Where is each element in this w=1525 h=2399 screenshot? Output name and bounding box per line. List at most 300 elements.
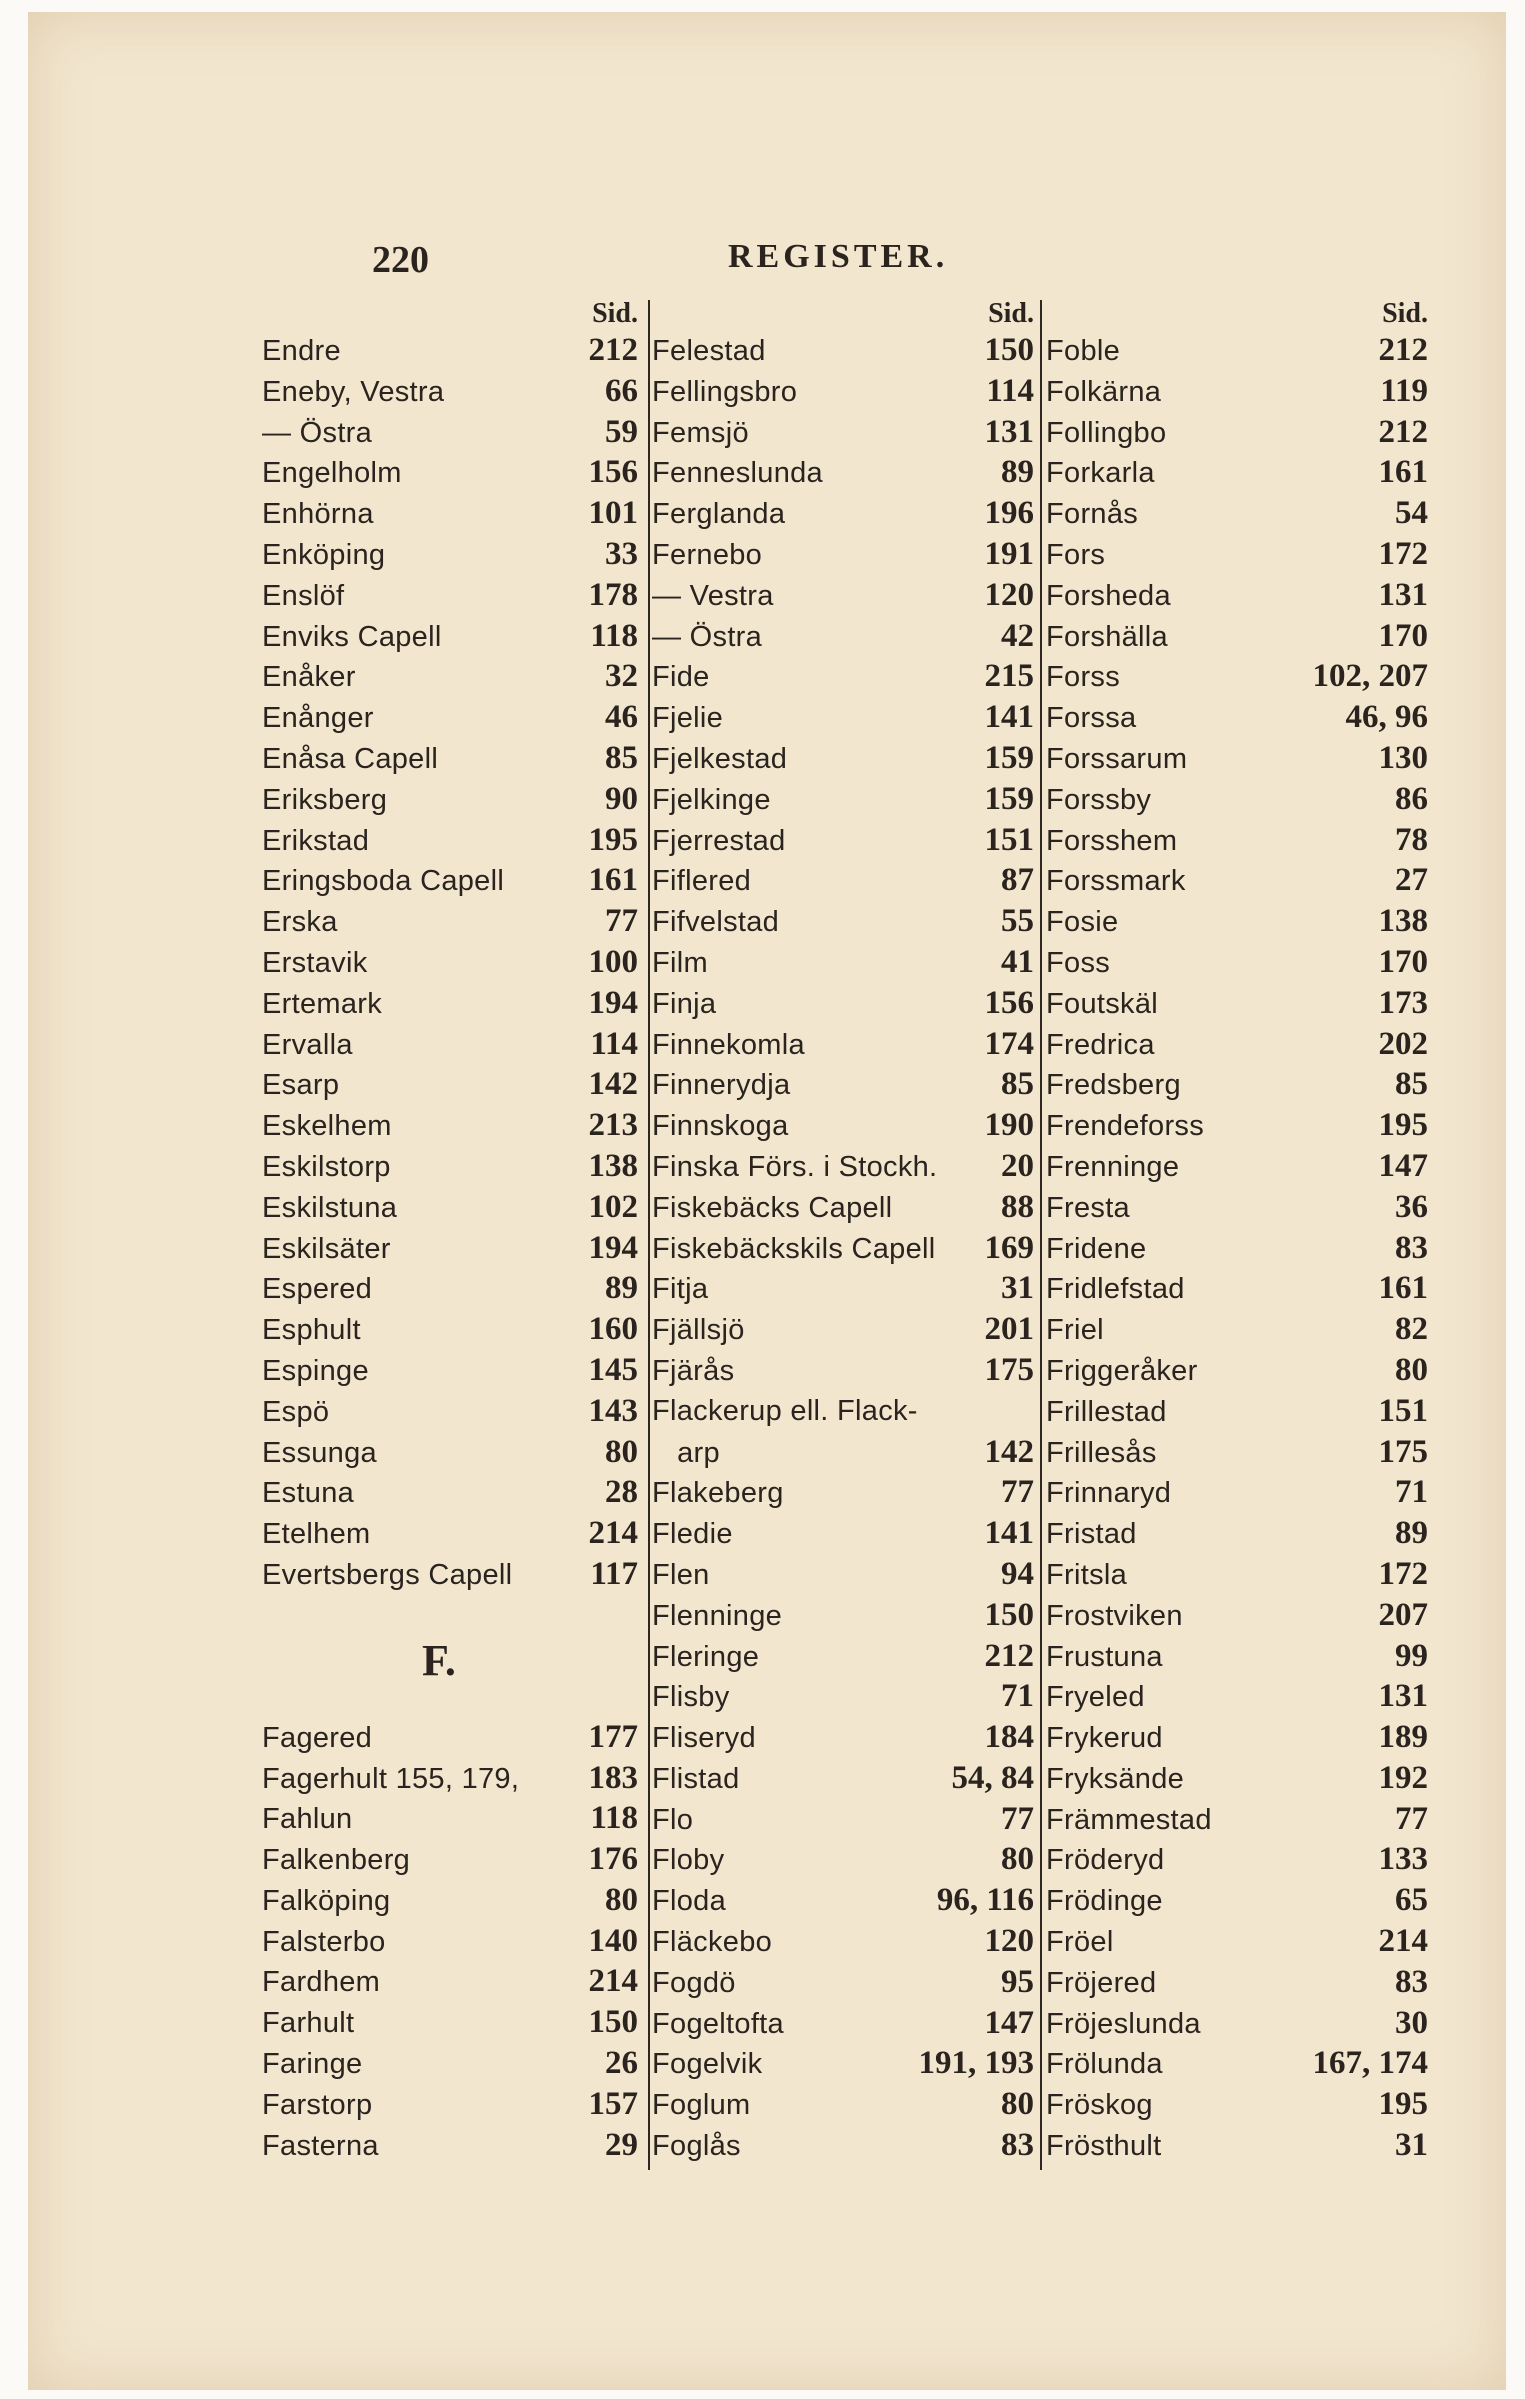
entry-name: Främmestad xyxy=(1046,1803,1212,1836)
entry-page-ref: 31 xyxy=(1001,1270,1034,1307)
entry-name: Fjällsjö xyxy=(652,1314,745,1347)
entry-name: Frustuna xyxy=(1046,1640,1163,1673)
entry-name: Fellingsbro xyxy=(652,375,798,408)
entry-page-ref: 85 xyxy=(1395,1066,1428,1103)
index-entry xyxy=(652,2084,1034,2125)
index-entry xyxy=(1046,697,1428,738)
entry-name: Eskilstorp xyxy=(262,1150,391,1183)
index-entry xyxy=(652,656,1034,697)
entry-page-ref: 85 xyxy=(1001,1066,1034,1103)
entry-name: Endre xyxy=(262,335,341,367)
entry-name: Fledie xyxy=(652,1518,733,1551)
index-entry xyxy=(262,983,638,1024)
index-entry xyxy=(1046,1799,1428,1840)
sid-header: Sid. xyxy=(592,298,638,329)
entry-page-ref: 29 xyxy=(605,2126,638,2163)
entry-page-ref: 80 xyxy=(1001,1841,1034,1878)
entry-name: Fläckebo xyxy=(652,1926,773,1959)
index-entry xyxy=(652,1228,1034,1269)
entry-page-ref: 140 xyxy=(588,1922,638,1959)
entry-page-ref: 94 xyxy=(1001,1555,1034,1592)
entry-page-ref: 157 xyxy=(588,2085,638,2122)
entry-page-ref: 89 xyxy=(1395,1515,1428,1552)
entry-page-ref: 214 xyxy=(1378,1923,1428,1960)
entry-name: Fornås xyxy=(1046,498,1139,531)
entry-page-ref: 66 xyxy=(605,372,638,409)
index-entry xyxy=(1046,1880,1428,1921)
entry-name: Friel xyxy=(1046,1314,1104,1347)
entry-name: Fryksände xyxy=(1046,1762,1185,1795)
entry-name: Fredsberg xyxy=(1046,1069,1181,1102)
entry-page-ref: 156 xyxy=(984,984,1034,1021)
entry-name: Frillestad xyxy=(1046,1395,1167,1428)
index-entry xyxy=(262,1717,638,1758)
index-entry xyxy=(1046,1350,1428,1391)
index-entry xyxy=(652,1636,1034,1677)
entry-page-ref: 212 xyxy=(1378,413,1428,450)
index-entry xyxy=(652,2003,1034,2044)
entry-name: Foglum xyxy=(652,2089,751,2122)
entry-name: Fröel xyxy=(1046,1926,1114,1959)
entry-page-ref: 102, 207 xyxy=(1312,658,1428,695)
index-entry xyxy=(652,1717,1034,1758)
entry-name: Fogelvik xyxy=(652,2048,763,2081)
index-entry xyxy=(1046,2043,1428,2084)
entry-name: Fjelie xyxy=(652,702,724,735)
index-rows xyxy=(652,330,1034,2166)
entry-page-ref: 202 xyxy=(1378,1025,1428,1062)
entry-name: Enhörna xyxy=(262,498,374,531)
entry-name: Espinge xyxy=(262,1354,369,1387)
entry-page-ref: 119 xyxy=(1380,372,1428,409)
entry-name: Fifvelstad xyxy=(652,906,780,939)
index-entry xyxy=(262,1921,638,1962)
entry-page-ref: 27 xyxy=(1395,862,1428,899)
entry-name: Flackerup ell. Flack- xyxy=(652,1394,918,1427)
index-entry xyxy=(652,575,1034,616)
index-entry xyxy=(652,2125,1034,2166)
entry-page-ref: 82 xyxy=(1395,1311,1428,1348)
entry-page-ref: 191, 193 xyxy=(918,2045,1034,2082)
index-rows xyxy=(1046,330,1428,2166)
entry-name: — Östra xyxy=(262,416,373,449)
entry-name: Fernebo xyxy=(652,538,763,571)
entry-page-ref: 71 xyxy=(1395,1474,1428,1511)
sid-header: Sid. xyxy=(1382,298,1428,329)
entry-name: Fristad xyxy=(1046,1518,1137,1551)
entry-page-ref: 213 xyxy=(588,1107,638,1144)
index-entry xyxy=(652,452,1034,493)
index-entry xyxy=(262,1432,638,1473)
entry-page-ref: 28 xyxy=(605,1474,638,1511)
entry-name: Flen xyxy=(652,1558,710,1591)
index-entry xyxy=(652,1839,1034,1880)
entry-name: Ertemark xyxy=(262,987,383,1020)
entry-page-ref: 88 xyxy=(1001,1188,1034,1225)
index-entry xyxy=(262,1064,638,1105)
entry-name: Erstavik xyxy=(262,946,368,979)
entry-name: Fosie xyxy=(1046,906,1119,939)
entry-name: Fröderyd xyxy=(1046,1844,1165,1877)
index-entry xyxy=(262,697,638,738)
index-entry xyxy=(262,534,638,575)
entry-name: Frinnaryd xyxy=(1046,1477,1172,1510)
index-entry xyxy=(652,942,1034,983)
entry-page-ref: 117 xyxy=(590,1555,638,1592)
index-entry xyxy=(1046,738,1428,779)
entry-name: Falsterbo xyxy=(262,1925,386,1958)
index-entry xyxy=(262,1554,638,1595)
entry-name: Forshälla xyxy=(1046,620,1168,653)
entry-name: Flisby xyxy=(652,1681,730,1714)
entry-page-ref: 83 xyxy=(1001,2127,1034,2164)
entry-page-ref: 195 xyxy=(1378,2086,1428,2123)
index-entry xyxy=(1046,2084,1428,2125)
entry-page-ref: 80 xyxy=(605,1433,638,1470)
entry-page-ref: 150 xyxy=(588,2004,638,2041)
index-entry xyxy=(1046,493,1428,534)
entry-name: Fiskebäcks Capell xyxy=(652,1191,893,1224)
entry-page-ref: 46 xyxy=(605,699,638,736)
entry-page-ref: 32 xyxy=(605,658,638,695)
entry-page-ref: 159 xyxy=(984,739,1034,776)
index-entry xyxy=(1046,1472,1428,1513)
entry-name: Flenninge xyxy=(652,1599,783,1632)
entry-page-ref: 33 xyxy=(605,535,638,572)
entry-page-ref: 26 xyxy=(605,2045,638,2082)
index-entry xyxy=(652,1268,1034,1309)
index-entry xyxy=(262,1187,638,1228)
entry-name: Fryeled xyxy=(1046,1681,1145,1714)
index-entry xyxy=(652,1146,1034,1187)
entry-name: Fahlun xyxy=(262,1803,353,1836)
entry-page-ref: 142 xyxy=(984,1433,1034,1470)
index-column-3 xyxy=(1046,298,1428,2166)
entry-page-ref: 95 xyxy=(1001,1963,1034,2000)
index-entry xyxy=(1046,371,1428,412)
index-entry xyxy=(1046,1268,1428,1309)
index-entry xyxy=(262,575,638,616)
entry-page-ref: 90 xyxy=(605,780,638,817)
entry-name: Enåsa Capell xyxy=(262,742,439,775)
index-entry xyxy=(652,1595,1034,1636)
entry-name: Farhult xyxy=(262,2007,355,2040)
entry-name: Eskilsäter xyxy=(262,1232,391,1265)
index-entry xyxy=(1046,1717,1428,1758)
entry-page-ref: 196 xyxy=(984,495,1034,532)
entry-page-ref: 80 xyxy=(1001,2086,1034,2123)
index-entry xyxy=(652,1676,1034,1717)
entry-name: Fjelkinge xyxy=(652,783,771,816)
entry-name: — Östra xyxy=(652,620,763,653)
index-entry xyxy=(1046,1554,1428,1595)
entry-name: Foglås xyxy=(652,2130,741,2163)
entry-name: Finnekomla xyxy=(652,1028,805,1061)
entry-page-ref: 178 xyxy=(588,576,638,613)
index-entry xyxy=(262,616,638,657)
index-entry xyxy=(262,1839,638,1880)
entry-page-ref: 214 xyxy=(588,1515,638,1552)
index-entry xyxy=(652,738,1034,779)
index-entry xyxy=(652,1064,1034,1105)
index-entry xyxy=(1046,1024,1428,1065)
entry-name: Estuna xyxy=(262,1477,355,1510)
entry-name: Fide xyxy=(652,661,710,694)
index-entry xyxy=(1046,534,1428,575)
entry-name: Fröskog xyxy=(1046,2089,1153,2122)
index-entry xyxy=(652,983,1034,1024)
entry-name: Fiflered xyxy=(652,865,752,898)
entry-name: Eringsboda Capell xyxy=(262,865,505,898)
index-entry xyxy=(262,1513,638,1554)
index-entry xyxy=(262,738,638,779)
entry-page-ref: 175 xyxy=(1378,1433,1428,1470)
entry-page-ref: 201 xyxy=(984,1311,1034,1348)
entry-page-ref: 85 xyxy=(605,739,638,776)
entry-name: Ferglanda xyxy=(652,498,786,531)
index-entry xyxy=(262,412,638,453)
entry-page-ref: 71 xyxy=(1001,1678,1034,1715)
index-entry xyxy=(1046,2125,1428,2166)
entry-page-ref: 159 xyxy=(984,780,1034,817)
index-entry xyxy=(1046,2003,1428,2044)
entry-page-ref: 77 xyxy=(605,903,638,940)
entry-page-ref: 87 xyxy=(1001,862,1034,899)
entry-page-ref: 192 xyxy=(1378,1759,1428,1796)
index-entry xyxy=(262,942,638,983)
entry-name: Eskelhem xyxy=(262,1110,392,1143)
entry-page-ref: 80 xyxy=(1395,1351,1428,1388)
index-entry xyxy=(1046,330,1428,371)
entry-name: Fliseryd xyxy=(652,1722,756,1755)
entry-page-ref: 156 xyxy=(588,454,638,491)
entry-name: Fogeltofta xyxy=(652,2007,784,2040)
entry-name: Fridene xyxy=(1046,1232,1147,1265)
index-entry xyxy=(1046,942,1428,983)
section-heading xyxy=(262,1595,638,1717)
index-entry xyxy=(262,1391,638,1432)
entry-name: Femsjö xyxy=(652,416,749,449)
entry-page-ref: 147 xyxy=(1378,1147,1428,1184)
index-entry xyxy=(652,1921,1034,1962)
entry-page-ref: 101 xyxy=(588,495,638,532)
entry-page-ref: 161 xyxy=(588,862,638,899)
entry-name: Flistad xyxy=(652,1762,740,1795)
entry-name: Fagered xyxy=(262,1721,373,1754)
entry-name: Forsheda xyxy=(1046,579,1171,612)
index-entry xyxy=(652,1187,1034,1228)
entry-page-ref: 65 xyxy=(1395,1882,1428,1919)
entry-page-ref: 214 xyxy=(588,1963,638,2000)
entry-name: Finja xyxy=(652,987,717,1020)
entry-name: Eneby, Vestra xyxy=(262,375,445,408)
index-entry xyxy=(262,371,638,412)
index-entry xyxy=(1046,1146,1428,1187)
index-entry xyxy=(1046,779,1428,820)
entry-page-ref: 78 xyxy=(1395,821,1428,858)
entry-page-ref: 172 xyxy=(1378,535,1428,572)
entry-name: Enviks Capell xyxy=(262,620,442,653)
entry-name: Enköping xyxy=(262,538,386,571)
entry-page-ref: 207 xyxy=(1378,1596,1428,1633)
entry-name: Frödinge xyxy=(1046,1885,1163,1918)
index-entry xyxy=(652,493,1034,534)
entry-page-ref: 77 xyxy=(1001,1474,1034,1511)
entry-name: Forss xyxy=(1046,661,1120,694)
entry-page-ref: 42 xyxy=(1001,617,1034,654)
entry-page-ref: 31 xyxy=(1395,2127,1428,2164)
index-entry xyxy=(262,1268,638,1309)
entry-page-ref: 120 xyxy=(984,1923,1034,1960)
entry-page-ref: 120 xyxy=(984,576,1034,613)
entry-name: Fasterna xyxy=(262,2129,379,2162)
index-entry xyxy=(1046,575,1428,616)
index-entry xyxy=(262,1309,638,1350)
index-entry xyxy=(1046,820,1428,861)
entry-page-ref: 138 xyxy=(1378,903,1428,940)
entry-name: Frölunda xyxy=(1046,2048,1163,2081)
index-entry xyxy=(262,1024,638,1065)
entry-name: Finnerydja xyxy=(652,1069,791,1102)
entry-page-ref: 118 xyxy=(590,1800,638,1837)
entry-page-ref: 195 xyxy=(1378,1107,1428,1144)
entry-page-ref: 167, 174 xyxy=(1312,2045,1428,2082)
entry-page-ref: 194 xyxy=(588,1229,638,1266)
index-entry xyxy=(652,697,1034,738)
index-entry xyxy=(1046,616,1428,657)
index-entry xyxy=(1046,1921,1428,1962)
entry-name: Ervalla xyxy=(262,1028,353,1061)
entry-name: Forssarum xyxy=(1046,742,1188,775)
entry-page-ref: 212 xyxy=(984,1637,1034,1674)
index-entry xyxy=(652,1309,1034,1350)
index-entry xyxy=(262,2084,638,2125)
entry-name: Follingbo xyxy=(1046,416,1167,449)
entry-page-ref: 215 xyxy=(984,658,1034,695)
entry-page-ref: 161 xyxy=(1378,1270,1428,1307)
entry-page-ref: 102 xyxy=(588,1188,638,1225)
entry-name: Fredrica xyxy=(1046,1028,1155,1061)
entry-name: Eriksberg xyxy=(262,783,388,816)
index-entry xyxy=(652,1024,1034,1065)
entry-name: Forkarla xyxy=(1046,457,1155,490)
entry-name: Film xyxy=(652,946,708,979)
entry-page-ref: 83 xyxy=(1395,1229,1428,1266)
index-column-2 xyxy=(652,298,1034,2166)
index-entry xyxy=(262,820,638,861)
index-entry xyxy=(262,1228,638,1269)
index-entry xyxy=(1046,1064,1428,1105)
entry-page-ref: 141 xyxy=(984,1515,1034,1552)
index-entry xyxy=(1046,1391,1428,1432)
entry-name: Enslöf xyxy=(262,579,345,612)
entry-name: Frenninge xyxy=(1046,1150,1180,1183)
entry-name: Fritsla xyxy=(1046,1558,1128,1591)
running-head: REGISTER. xyxy=(728,238,949,275)
entry-name: Espö xyxy=(262,1395,330,1428)
index-entry xyxy=(262,493,638,534)
index-entry xyxy=(652,860,1034,901)
index-entry xyxy=(262,860,638,901)
entry-page-ref: 184 xyxy=(984,1719,1034,1756)
entry-page-ref: 191 xyxy=(984,535,1034,572)
entry-page-ref: 142 xyxy=(588,1066,638,1103)
entry-page-ref: 114 xyxy=(986,372,1034,409)
entry-page-ref: 194 xyxy=(588,984,638,1021)
entry-name: Enåker xyxy=(262,661,356,694)
entry-name: Foss xyxy=(1046,946,1111,979)
index-entry xyxy=(652,2043,1034,2084)
index-entry xyxy=(1046,1187,1428,1228)
index-entry xyxy=(652,1962,1034,2003)
entry-page-ref: 174 xyxy=(984,1025,1034,1062)
entry-page-ref: 46, 96 xyxy=(1345,699,1428,736)
entry-name: Frösthult xyxy=(1046,2130,1162,2163)
column-divider xyxy=(648,300,650,2170)
entry-page-ref: 175 xyxy=(984,1351,1034,1388)
entry-name: arp xyxy=(652,1436,720,1469)
entry-page-ref: 172 xyxy=(1378,1555,1428,1592)
entry-name: Finska Förs. i Stockh. xyxy=(652,1150,938,1183)
index-entry xyxy=(262,2002,638,2043)
entry-name: Farstorp xyxy=(262,2088,373,2121)
entry-name: Fogdö xyxy=(652,1966,736,1999)
entry-page-ref: 195 xyxy=(588,821,638,858)
entry-page-ref: 114 xyxy=(590,1025,638,1062)
entry-name: Foutskäl xyxy=(1046,987,1158,1020)
entry-page-ref: 131 xyxy=(1378,1678,1428,1715)
index-entry xyxy=(1046,860,1428,901)
index-entry xyxy=(1046,1432,1428,1473)
entry-name: Forssby xyxy=(1046,783,1152,816)
index-entry xyxy=(652,412,1034,453)
index-rows xyxy=(262,330,638,1595)
index-entry xyxy=(262,2043,638,2084)
entry-name: Foble xyxy=(1046,335,1121,367)
index-entry xyxy=(652,330,1034,371)
entry-page-ref: 96, 116 xyxy=(936,1882,1034,1919)
index-entry xyxy=(262,1105,638,1146)
entry-page-ref: 147 xyxy=(984,2004,1034,2041)
entry-name: Finnskoga xyxy=(652,1110,789,1143)
index-entry xyxy=(1046,1513,1428,1554)
entry-name: Forssmark xyxy=(1046,865,1186,898)
index-entry xyxy=(1046,1676,1428,1717)
section-letter: F. xyxy=(422,1635,456,1685)
entry-page-ref: 118 xyxy=(590,617,638,654)
entry-name: Evertsbergs Capell xyxy=(262,1558,513,1591)
entry-name: Felestad xyxy=(652,335,766,367)
index-entry xyxy=(262,1472,638,1513)
index-entry xyxy=(652,820,1034,861)
entry-name: Esarp xyxy=(262,1069,340,1102)
entry-name: Fors xyxy=(1046,538,1106,571)
entry-page-ref: 36 xyxy=(1395,1188,1428,1225)
column-divider xyxy=(1040,300,1042,2170)
entry-name: Forssa xyxy=(1046,702,1137,735)
entry-name: Espered xyxy=(262,1273,373,1306)
entry-page-ref: 54, 84 xyxy=(951,1759,1034,1796)
index-entry xyxy=(262,901,638,942)
entry-name: Faringe xyxy=(262,2048,363,2081)
entry-name: Essunga xyxy=(262,1436,377,1469)
entry-name: Friggeråker xyxy=(1046,1354,1198,1387)
index-entry xyxy=(652,1880,1034,1921)
entry-page-ref: 150 xyxy=(984,332,1034,368)
entry-name: Frykerud xyxy=(1046,1722,1163,1755)
entry-page-ref: 169 xyxy=(984,1229,1034,1266)
index-entry xyxy=(652,1799,1034,1840)
